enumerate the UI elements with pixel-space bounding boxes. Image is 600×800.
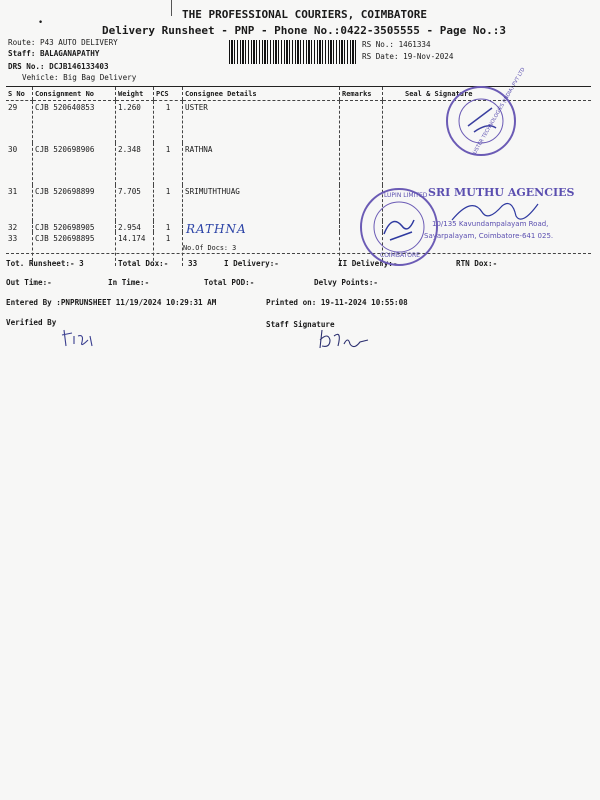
cell-consignee: RATHNA <box>183 143 340 185</box>
total-dox-value: 33 <box>188 259 198 268</box>
cell-sno: 31 <box>8 187 18 196</box>
total-dox-label: Total Dox:- <box>118 259 169 268</box>
cell-remarks <box>340 101 383 144</box>
bullet-mark: • <box>38 18 44 28</box>
company-name: THE PROFESSIONAL COURIERS, COIMBATORE <box>182 8 428 21</box>
agency-stamp-address2: Sayarpalayam, Coimbatore-641 025. <box>424 232 554 240</box>
cell-remarks <box>340 143 383 185</box>
staff-name: Staff: BALAGANAPATHY <box>8 49 100 58</box>
cell-sno: 29 <box>8 103 18 112</box>
barcode <box>229 40 357 64</box>
route: Route: P43 AUTO DELIVERY <box>8 38 118 47</box>
staff-signature-label: Staff Signature <box>266 320 335 329</box>
col-remarks: Remarks <box>340 87 383 101</box>
drs-number: DRS No.: DCJB146133403 <box>8 62 109 71</box>
total-runsheet: Tot. Runsheet:- 3 <box>6 259 84 268</box>
cell-sno: 33 <box>8 234 18 243</box>
punch-mark <box>171 0 174 16</box>
cell-weight: 2.954 <box>116 221 154 232</box>
cell-consignment: CJB 520640853 <box>33 101 116 144</box>
cell-weight: 1.260 <box>116 101 154 144</box>
cell-consignment: CJB 520698906 <box>33 143 116 185</box>
rs-number: RS No.: 1461334 <box>362 40 431 49</box>
ii-delivery: II Delivery:- <box>338 259 398 268</box>
cell-sno: 30 <box>8 145 18 154</box>
agency-signature <box>442 192 562 232</box>
lupin-seal-top: LUPIN LIMITED <box>384 192 428 199</box>
delivery-points: Delvy Points:- <box>314 278 379 287</box>
rtn-dox: RTN Dox:- <box>456 259 498 268</box>
cell-consignment: CJB 520698905 <box>33 221 116 232</box>
cell-pcs: 1 <box>154 232 183 266</box>
cell-weight: 14.174 <box>116 232 154 266</box>
handwritten-consignee: RATHNA <box>186 222 247 236</box>
cell-pcs: 1 <box>154 221 183 232</box>
lupin-seal-bottom: COIMBATORE <box>380 252 420 259</box>
verified-by: Verified By <box>6 318 57 327</box>
col-pcs: PCS <box>154 87 183 101</box>
cell-pcs: 1 <box>154 143 183 185</box>
cell-consignee: USTER <box>183 101 340 144</box>
agency-stamp-name: SRI MUTHU AGENCIES <box>428 186 575 199</box>
col-consignment: Consignment No <box>33 87 116 101</box>
verifier-signature <box>60 326 100 350</box>
cell-weight: 7.705 <box>116 185 154 221</box>
cell-consignee: SRIMUTHTHUAG <box>183 185 340 221</box>
runsheet-title: Delivery Runsheet - PNP - Phone No.:0422-3505555 - Page No.:3 <box>102 24 506 37</box>
i-delivery: I Delivery:- <box>224 259 279 268</box>
vehicle: Vehicle: Big Bag Delivery <box>22 73 137 82</box>
docs-count: No.Of Docs: 3 <box>183 244 237 252</box>
total-pod: Total POD:- <box>204 278 255 287</box>
agency-stamp-address1: 10/135 Kavundampalayam Road, <box>432 220 549 228</box>
col-consignee: Consignee Details <box>183 87 340 101</box>
col-sno: S No <box>6 87 33 101</box>
entered-by: Entered By :PNPRUNSHEET 11/19/2024 10:29:31 AM <box>6 298 217 307</box>
seal-text: USTER TECHNOLOGIES (INDIA) PVT LTD <box>472 66 527 156</box>
col-weight: Weight <box>116 87 154 101</box>
cell-sno: 32 <box>8 223 18 232</box>
out-time: Out Time:- <box>6 278 52 287</box>
col-seal: Seal & Signature <box>383 87 592 101</box>
printed-on: Printed on: 19-11-2024 10:55:08 <box>266 298 408 307</box>
cell-pcs: 1 <box>154 101 183 144</box>
cell-weight: 2.348 <box>116 143 154 185</box>
rs-date: RS Date: 19-Nov-2024 <box>362 52 454 61</box>
in-time: In Time:- <box>108 278 150 287</box>
company-seal-stamp <box>446 66 527 156</box>
cell-consignment: CJB 520698895 <box>33 232 116 266</box>
cell-pcs: 1 <box>154 185 183 221</box>
cell-consignment: CJB 520698899 <box>33 185 116 221</box>
staff-signature <box>316 328 376 352</box>
lupin-seal-stamp <box>360 188 438 266</box>
table-bottom-rule <box>6 253 591 254</box>
